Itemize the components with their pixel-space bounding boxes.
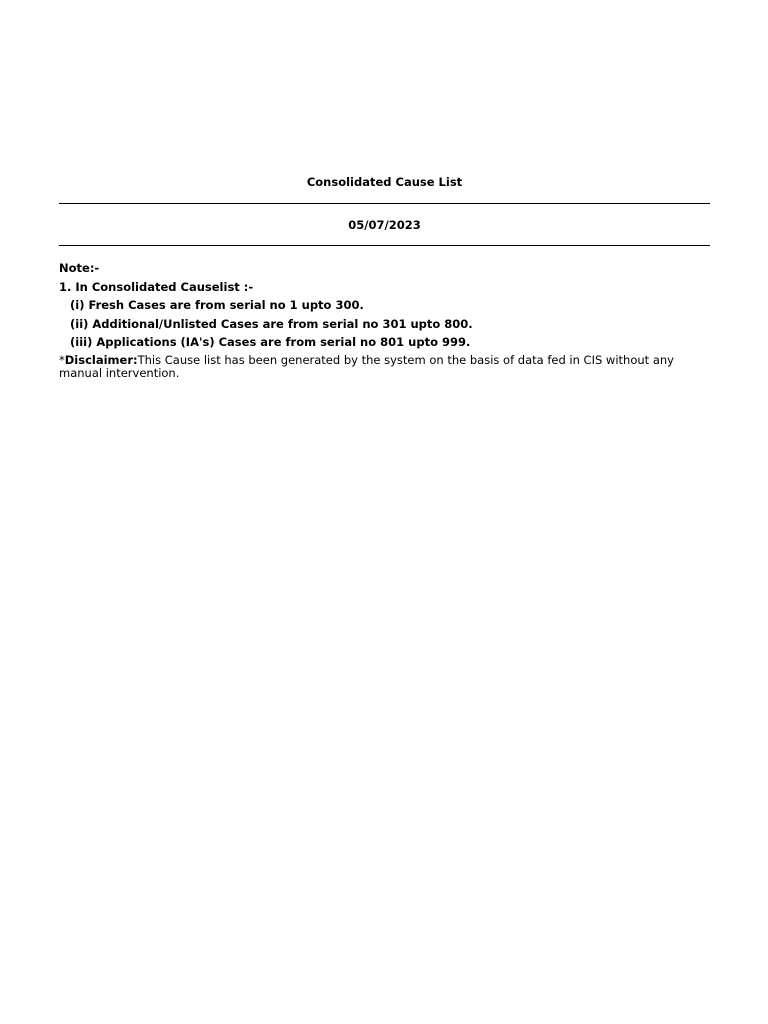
notes-sub-item-applications: (iii) Applications (IA's) Cases are from serial no 801 upto 999. — [70, 335, 471, 350]
notes-section — [59, 261, 710, 354]
disclaimer — [59, 354, 710, 380]
disclaimer-text: This Cause list has been generated by the system on the basis of data fed in CIS without any manual intervention. — [59, 353, 674, 380]
notes-sub-item-additional: (ii) Additional/Unlisted Cases are from serial no 301 upto 800. — [70, 316, 473, 331]
notes-heading: Note:- — [59, 261, 100, 275]
list-date: 05/07/2023 — [348, 218, 421, 232]
date-divider — [59, 245, 710, 246]
notes-sub-item-fresh: (i) Fresh Cases are from serial no 1 upto 300. — [70, 298, 364, 313]
notes-item-1: 1. In Consolidated Causelist :- — [59, 279, 254, 294]
disclaimer-label: Disclaimer: — [64, 353, 138, 367]
page-title: Consolidated Cause List — [306, 175, 463, 189]
disclaimer-prefix: * — [59, 353, 65, 367]
title-divider — [59, 203, 710, 204]
